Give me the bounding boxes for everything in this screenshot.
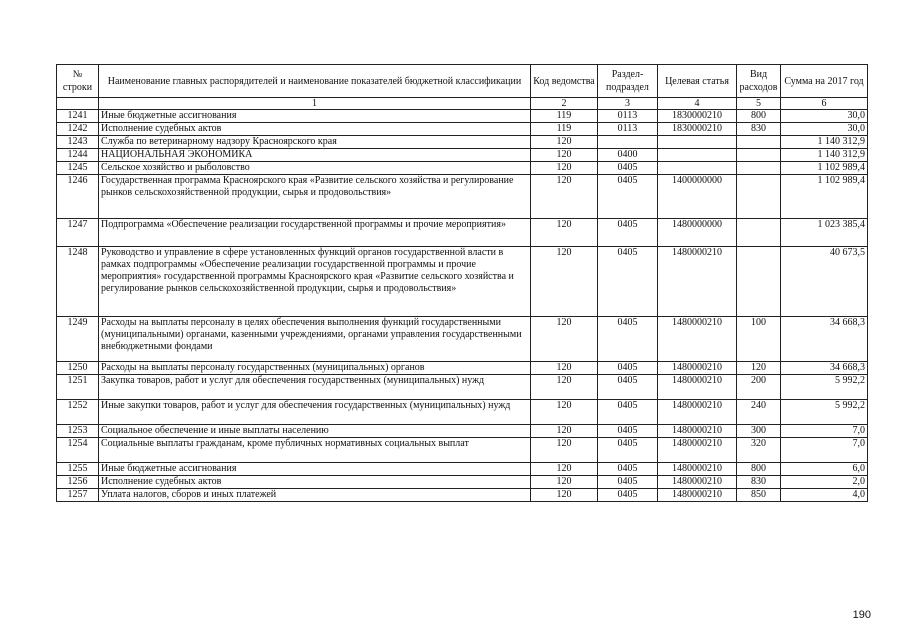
cell-expense-type: 850 [737, 489, 781, 502]
cell-row-number: 1248 [57, 247, 99, 317]
cell-section: 0113 [598, 123, 658, 136]
cell-dept-code: 120 [531, 425, 598, 438]
cell-row-number: 1252 [57, 400, 99, 425]
cell-dept-code: 120 [531, 136, 598, 149]
budget-table [56, 64, 868, 502]
cell-expense-type [737, 136, 781, 149]
table-row [57, 375, 868, 400]
cell-dept-code: 120 [531, 362, 598, 375]
table-row [57, 489, 868, 502]
cell-target-article: 1480000210 [658, 362, 737, 375]
table-row [57, 110, 868, 123]
cell-sum: 1 102 989,4 [781, 175, 868, 219]
cell-dept-code: 120 [531, 219, 598, 247]
page-number: 190 [852, 609, 871, 621]
cell-name: Социальные выплаты гражданам, кроме публичных нормативных социальных выплат [99, 438, 531, 463]
cell-name: Расходы на выплаты персоналу государственных (муниципальных) органов [99, 362, 531, 375]
cell-target-article [658, 162, 737, 175]
cell-sum: 6,0 [781, 463, 868, 476]
header-expense-type: Вид расходов [737, 65, 781, 98]
cell-target-article: 1480000210 [658, 476, 737, 489]
cell-dept-code: 120 [531, 400, 598, 425]
cell-row-number: 1243 [57, 136, 99, 149]
header-target-article: Целевая статья [658, 65, 737, 98]
cell-target-article: 1830000210 [658, 123, 737, 136]
cell-target-article: 1480000210 [658, 375, 737, 400]
cell-name: Расходы на выплаты персоналу в целях обеспечения выполнения функций государственными (муниципальными) органами, казенными учреждениями, органами управления государственными внебюджетными фондами [99, 317, 531, 362]
cell-row-number: 1245 [57, 162, 99, 175]
cell-sum: 5 992,2 [781, 375, 868, 400]
cell-name: Государственная программа Красноярского края «Развитие сельского хозяйства и регулирование рынков сельскохозяйственной продукции, сырья и продовольствия» [99, 175, 531, 219]
table-body [57, 110, 868, 502]
cell-target-article: 1480000210 [658, 463, 737, 476]
cell-dept-code: 120 [531, 247, 598, 317]
table-row [57, 219, 868, 247]
cell-sum: 1 140 312,9 [781, 149, 868, 162]
cell-name: Иные закупки товаров, работ и услуг для обеспечения государственных (муниципальных) нужд [99, 400, 531, 425]
cell-row-number: 1242 [57, 123, 99, 136]
cell-section [598, 136, 658, 149]
column-number-2: 2 [531, 98, 598, 110]
cell-expense-type: 800 [737, 110, 781, 123]
column-number-row [57, 98, 868, 110]
cell-expense-type [737, 162, 781, 175]
cell-name: Закупка товаров, работ и услуг для обеспечения государственных (муниципальных) нужд [99, 375, 531, 400]
cell-dept-code: 119 [531, 123, 598, 136]
cell-sum: 40 673,5 [781, 247, 868, 317]
cell-sum: 5 992,2 [781, 400, 868, 425]
cell-sum: 4,0 [781, 489, 868, 502]
cell-target-article: 1480000210 [658, 425, 737, 438]
cell-target-article: 1480000000 [658, 219, 737, 247]
header-dept-code: Код ведомства [531, 65, 598, 98]
table-row [57, 123, 868, 136]
cell-expense-type: 300 [737, 425, 781, 438]
cell-target-article [658, 149, 737, 162]
cell-dept-code: 120 [531, 149, 598, 162]
header-row-number: № строки [57, 65, 99, 98]
cell-name: Служба по ветеринарному надзору Красноярского края [99, 136, 531, 149]
cell-target-article: 1480000210 [658, 400, 737, 425]
cell-row-number: 1255 [57, 463, 99, 476]
table-row [57, 476, 868, 489]
table-row [57, 149, 868, 162]
table-row [57, 247, 868, 317]
cell-section: 0405 [598, 489, 658, 502]
cell-sum: 2,0 [781, 476, 868, 489]
cell-sum: 7,0 [781, 425, 868, 438]
cell-row-number: 1247 [57, 219, 99, 247]
cell-sum: 30,0 [781, 123, 868, 136]
cell-section: 0405 [598, 425, 658, 438]
cell-dept-code: 120 [531, 162, 598, 175]
cell-target-article: 1480000210 [658, 438, 737, 463]
cell-sum: 34 668,3 [781, 362, 868, 375]
column-number-0 [57, 98, 99, 110]
header-section: Раздел-подраздел [598, 65, 658, 98]
column-number-4: 4 [658, 98, 737, 110]
header-name: Наименование главных распорядителей и наименование показателей бюджетной классификации [99, 65, 531, 98]
table-row [57, 175, 868, 219]
cell-row-number: 1254 [57, 438, 99, 463]
cell-dept-code: 120 [531, 375, 598, 400]
cell-name: Уплата налогов, сборов и иных платежей [99, 489, 531, 502]
cell-section: 0405 [598, 362, 658, 375]
cell-section: 0113 [598, 110, 658, 123]
cell-expense-type [737, 149, 781, 162]
cell-row-number: 1250 [57, 362, 99, 375]
cell-row-number: 1249 [57, 317, 99, 362]
cell-section: 0405 [598, 476, 658, 489]
cell-expense-type: 100 [737, 317, 781, 362]
cell-expense-type: 830 [737, 123, 781, 136]
cell-dept-code: 120 [531, 438, 598, 463]
cell-dept-code: 120 [531, 175, 598, 219]
cell-sum: 34 668,3 [781, 317, 868, 362]
cell-section: 0405 [598, 162, 658, 175]
cell-row-number: 1257 [57, 489, 99, 502]
cell-sum: 30,0 [781, 110, 868, 123]
table-header [57, 65, 868, 110]
cell-dept-code: 120 [531, 463, 598, 476]
cell-expense-type: 830 [737, 476, 781, 489]
cell-name: Исполнение судебных актов [99, 123, 531, 136]
cell-sum: 1 023 385,4 [781, 219, 868, 247]
cell-dept-code: 120 [531, 489, 598, 502]
cell-target-article: 1830000210 [658, 110, 737, 123]
cell-target-article: 1480000210 [658, 247, 737, 317]
cell-section: 0405 [598, 400, 658, 425]
cell-name: Руководство и управление в сфере установленных функций органов государственной власти в рамках подпрограммы «Обеспечение реализации государственной программы и прочие мероприятия» государственной программы Красноярского края «Развитие сельского хозяйства и регулирование рынков сельскохозяйственной продукции, сырья и продовольствия» [99, 247, 531, 317]
cell-section: 0405 [598, 317, 658, 362]
cell-expense-type: 200 [737, 375, 781, 400]
cell-expense-type: 320 [737, 438, 781, 463]
column-number-1: 1 [99, 98, 531, 110]
cell-dept-code: 120 [531, 317, 598, 362]
cell-target-article: 1400000000 [658, 175, 737, 219]
cell-expense-type [737, 247, 781, 317]
table-row [57, 362, 868, 375]
cell-target-article [658, 136, 737, 149]
column-number-5: 5 [737, 98, 781, 110]
table-row [57, 425, 868, 438]
cell-expense-type: 120 [737, 362, 781, 375]
table-row [57, 463, 868, 476]
cell-expense-type: 240 [737, 400, 781, 425]
cell-sum: 1 140 312,9 [781, 136, 868, 149]
cell-row-number: 1251 [57, 375, 99, 400]
column-number-6: 6 [781, 98, 868, 110]
cell-dept-code: 119 [531, 110, 598, 123]
cell-row-number: 1244 [57, 149, 99, 162]
table-row [57, 317, 868, 362]
cell-name: Подпрограмма «Обеспечение реализации государственной программы и прочие мероприятия» [99, 219, 531, 247]
cell-row-number: 1241 [57, 110, 99, 123]
table-row [57, 136, 868, 149]
cell-section: 0405 [598, 247, 658, 317]
cell-row-number: 1246 [57, 175, 99, 219]
cell-section: 0405 [598, 375, 658, 400]
cell-name: Социальное обеспечение и иные выплаты населению [99, 425, 531, 438]
cell-section: 0405 [598, 438, 658, 463]
column-number-3: 3 [598, 98, 658, 110]
cell-expense-type: 800 [737, 463, 781, 476]
cell-target-article: 1480000210 [658, 489, 737, 502]
cell-name: Исполнение судебных актов [99, 476, 531, 489]
cell-section: 0405 [598, 463, 658, 476]
cell-expense-type [737, 219, 781, 247]
cell-name: Иные бюджетные ассигнования [99, 110, 531, 123]
table-row [57, 438, 868, 463]
cell-row-number: 1256 [57, 476, 99, 489]
cell-name: Сельское хозяйство и рыболовство [99, 162, 531, 175]
cell-section: 0405 [598, 219, 658, 247]
cell-target-article: 1480000210 [658, 317, 737, 362]
cell-sum: 7,0 [781, 438, 868, 463]
cell-dept-code: 120 [531, 476, 598, 489]
header-row [57, 65, 868, 98]
table-row [57, 400, 868, 425]
cell-section: 0405 [598, 175, 658, 219]
table-row [57, 162, 868, 175]
cell-sum: 1 102 989,4 [781, 162, 868, 175]
cell-row-number: 1253 [57, 425, 99, 438]
header-sum: Сумма на 2017 год [781, 65, 868, 98]
cell-name: Иные бюджетные ассигнования [99, 463, 531, 476]
cell-section: 0400 [598, 149, 658, 162]
cell-expense-type [737, 175, 781, 219]
cell-name: НАЦИОНАЛЬНАЯ ЭКОНОМИКА [99, 149, 531, 162]
